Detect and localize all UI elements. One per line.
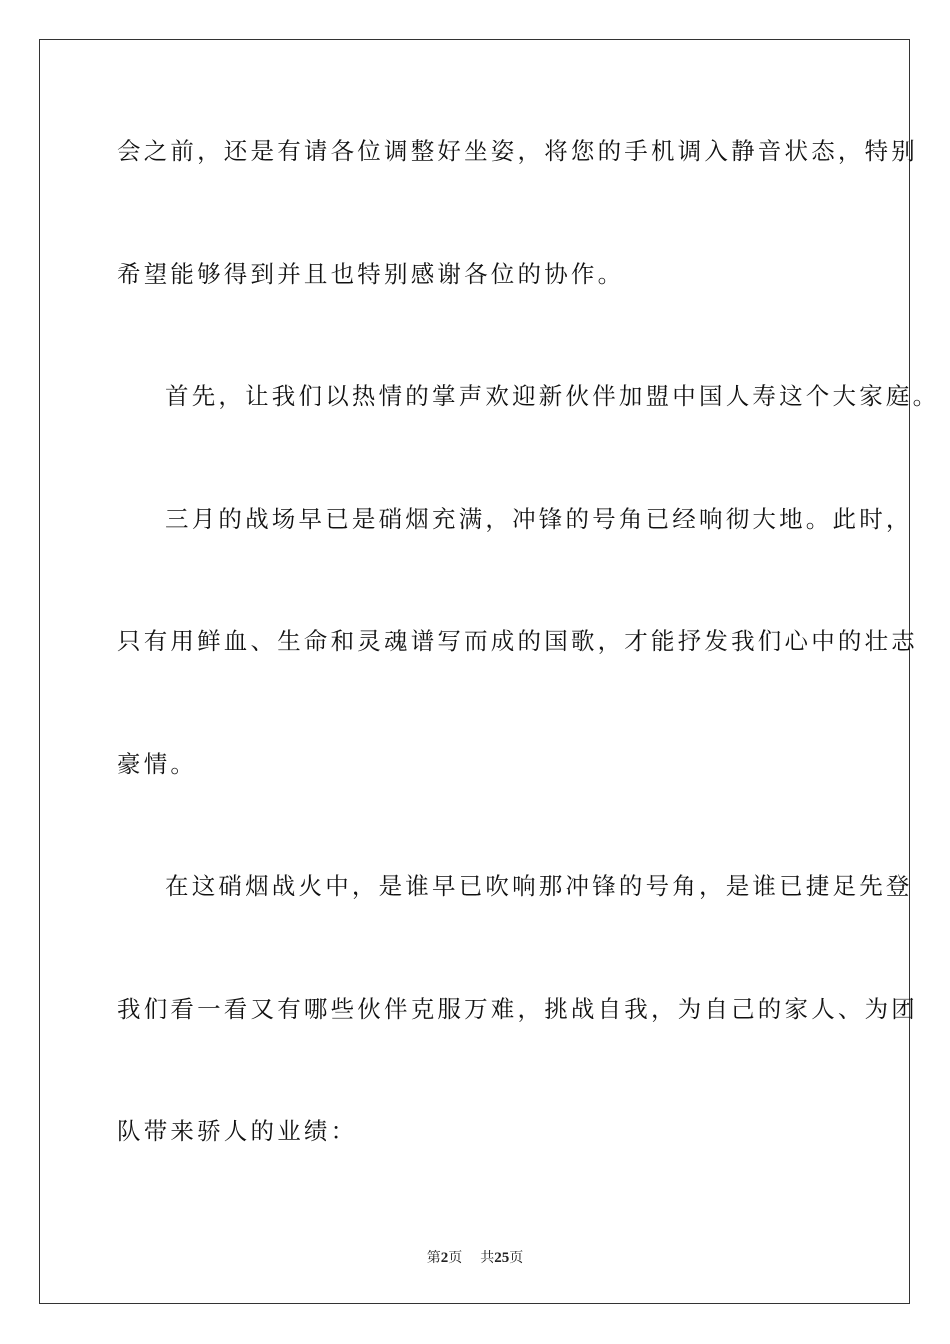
- text-line: 希望能够得到并且也特别感谢各位的协作。: [117, 259, 625, 288]
- text-line: 会之前，还是有请各位调整好坐姿，将您的手机调入静音状态，特别: [117, 137, 918, 165]
- page-prefix: 第: [426, 1250, 441, 1266]
- paragraph-line: 在这硝烟战火中，是谁早已吹响那冲锋的号角，是谁已捷足先登: [165, 872, 913, 900]
- text-line: 豪情。: [117, 749, 198, 778]
- page-suffix: 页: [448, 1250, 463, 1266]
- text-line: 我们看一看又有哪些伙伴克服万难，挑战自我，为自己的家人、为团: [117, 994, 918, 1023]
- document-body: [117, 122, 940, 1225]
- total-pages: 25: [494, 1250, 510, 1266]
- page-number: 2: [440, 1250, 449, 1266]
- text-line: 只有用鲜血、生命和灵魂谱写而成的国歌，才能抒发我们心中的壮志: [117, 627, 918, 655]
- paragraph-line: 首先，让我们以热情的掌声欢迎新伙伴加盟中国人寿这个大家庭。: [165, 382, 940, 410]
- text-line: 队带来骄人的业绩：: [117, 1117, 358, 1145]
- total-prefix: 共: [480, 1250, 495, 1266]
- paragraph-line: 三月的战场早已是硝烟充满，冲锋的号角已经响彻大地。此时，: [165, 504, 913, 533]
- page-footer: [0, 1247, 950, 1267]
- total-suffix: 页: [509, 1250, 524, 1266]
